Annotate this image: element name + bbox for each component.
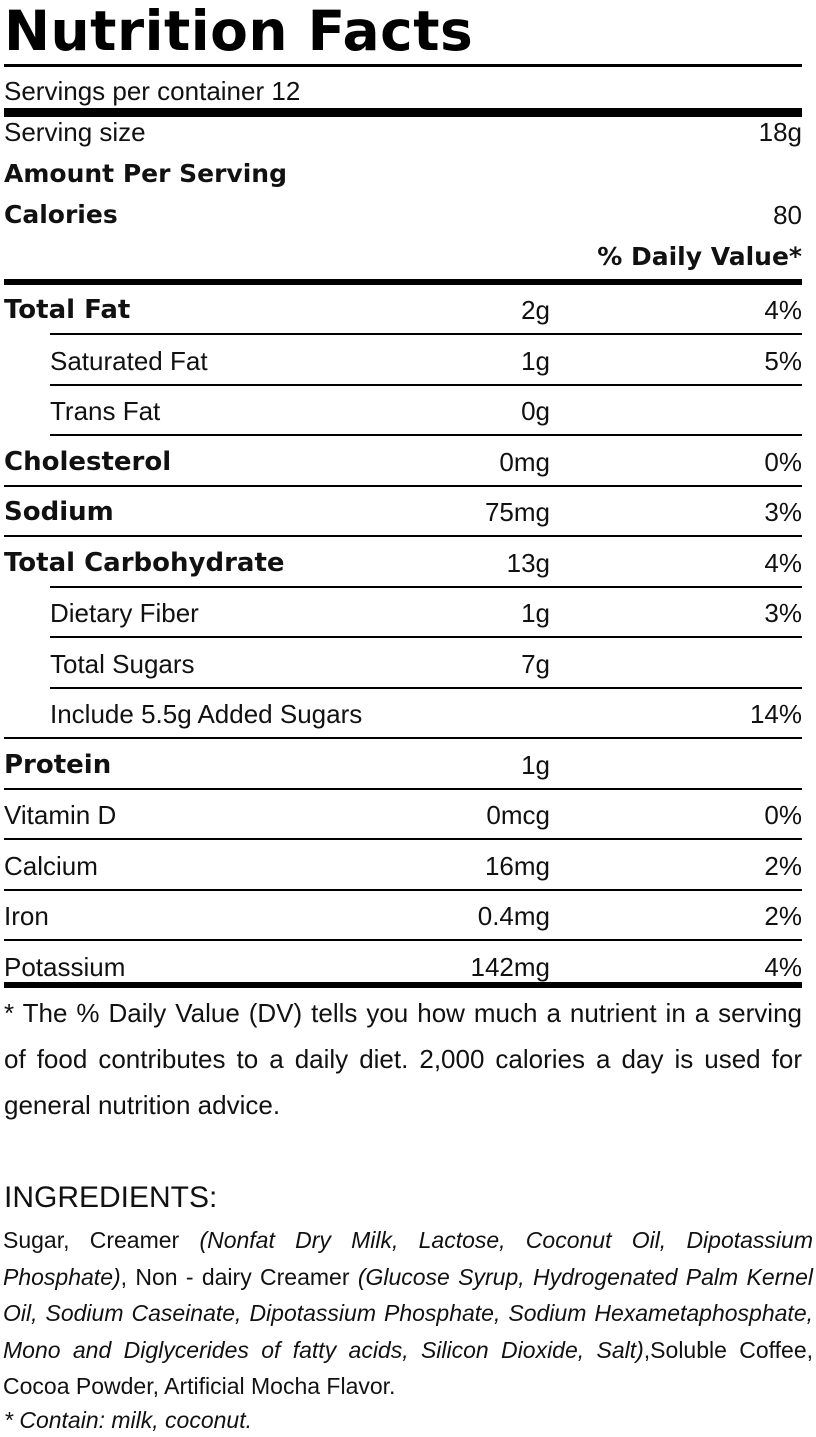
nutrient-daily-value: 0% — [764, 446, 802, 477]
nutrient-row — [0, 437, 816, 487]
serving-size-value: 18g — [758, 117, 802, 147]
nutrient-name: Protein — [4, 749, 112, 780]
servings-divider — [4, 108, 802, 117]
nutrient-amount: 16mg — [484, 850, 550, 881]
nutrient-name: Total Carbohydrate — [4, 547, 285, 578]
amount-per-serving: Amount Per Serving — [4, 159, 287, 188]
nutrient-amount: 75mg — [484, 497, 550, 527]
title-divider — [4, 64, 802, 67]
nutrient-daily-value: 14% — [749, 699, 802, 729]
nutrient-row — [0, 487, 816, 537]
nutrient-row — [0, 740, 816, 790]
nutrient-daily-value: 4% — [764, 295, 802, 325]
ingredients-title: INGREDIENTS: — [4, 1181, 218, 1214]
nutrient-daily-value: 5% — [764, 345, 802, 376]
ingredient-segment: ,Soluble Coffee, Cocoa Powder, Artificial Mocha Flavor. — [3, 1336, 813, 1399]
ingredient-segment: , Non - dairy Creamer — [120, 1263, 358, 1290]
nutrient-daily-value: 2% — [764, 901, 802, 931]
nutrient-amount: 1g — [521, 598, 550, 628]
nutrient-row — [0, 891, 816, 941]
calories-label: Calories — [4, 200, 118, 229]
nutrient-name: Potassium — [4, 951, 126, 982]
nutrient-row — [0, 285, 816, 335]
nutrient-name: Cholesterol — [4, 446, 172, 477]
nutrient-row — [0, 588, 816, 638]
servings-per-container: Servings per container 12 — [4, 76, 301, 106]
nutrient-daily-value: 4% — [764, 547, 802, 578]
nutrient-amount: 13g — [506, 547, 550, 578]
nutrient-row — [0, 689, 816, 739]
nutrient-name: Total Sugars — [50, 648, 195, 679]
nutrient-row — [0, 386, 816, 436]
page-title: Nutrition Facts — [4, 0, 474, 63]
serving-size-label: Serving size — [4, 117, 146, 147]
nutrient-amount: 0.4mg — [477, 901, 550, 931]
nutrient-amount: 2g — [521, 295, 550, 325]
nutrients-bottom-divider — [4, 982, 802, 988]
nutrient-daily-value: 2% — [764, 850, 802, 881]
nutrient-name: Dietary Fiber — [50, 598, 199, 628]
ingredients-text — [3, 1222, 813, 1405]
nutrient-amount: 0mcg — [486, 800, 550, 830]
nutrient-amount: 7g — [521, 648, 550, 679]
nutrient-amount: 1g — [521, 749, 550, 780]
nutrient-name: Total Fat — [4, 295, 131, 325]
daily-value-header: % Daily Value* — [597, 242, 802, 271]
nutrient-row — [0, 841, 816, 891]
nutrient-name: Trans Fat — [50, 396, 161, 426]
ingredient-segment: (Glucose Syrup, Hydrogenated Palm Kernel Oil, Sodium Caseinate, Dipotassium Phosphate, Sodium Hexametaphosphate, Mono and Diglycerides of fatty acids, Silicon Dioxide, Salt) — [3, 1263, 813, 1363]
nutrient-name: Include 5.5g Added Sugars — [50, 699, 363, 729]
nutrient-amount: 0mg — [499, 446, 550, 477]
nutrient-name: Calcium — [4, 850, 98, 881]
nutrient-daily-value: 3% — [764, 497, 802, 527]
nutrient-name: Sodium — [4, 497, 114, 527]
calories-value: 80 — [773, 200, 802, 230]
nutrient-amount: 1g — [521, 345, 550, 376]
nutrient-row — [0, 639, 816, 689]
nutrient-daily-value: 3% — [764, 598, 802, 628]
nutrient-row — [0, 790, 816, 840]
daily-value-footnote: * The % Daily Value (DV) tells you how much a nutrient in a serving of food contributes to a daily diet. 2,000 calories a day is used for general nutrition advice. — [4, 998, 802, 1120]
nutrient-amount: 142mg — [470, 951, 550, 982]
ingredient-segment: (Nonfat Dry Milk, Lactose, Coconut Oil, Dipotassium Phosphate) — [3, 1227, 813, 1290]
nutrient-daily-value: 0% — [764, 800, 802, 830]
nutrient-daily-value: 4% — [764, 951, 802, 982]
nutrient-name: Saturated Fat — [50, 345, 208, 376]
nutrient-row — [0, 336, 816, 386]
allergen-contains: * Contain: milk, coconut. — [4, 1407, 253, 1433]
nutrient-name: Vitamin D — [4, 800, 117, 830]
nutrient-amount: 0g — [521, 396, 550, 426]
nutrient-row — [0, 538, 816, 588]
ingredient-segment: Sugar, Creamer — [3, 1227, 200, 1253]
nutrient-name: Iron — [4, 901, 49, 931]
